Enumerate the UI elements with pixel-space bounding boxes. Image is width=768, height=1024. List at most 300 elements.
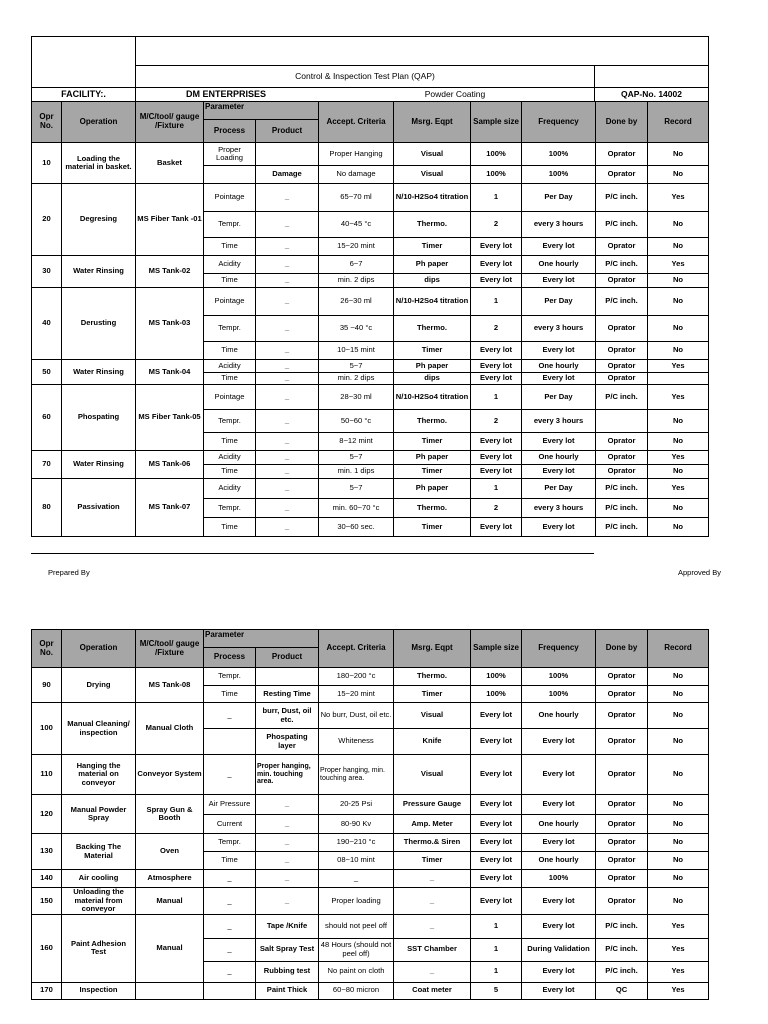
accept-criteria: 30~60 sec. <box>319 518 394 537</box>
msrg-eqpt: Visual <box>394 703 471 729</box>
sample-size: Every lot <box>471 703 522 729</box>
record: No <box>648 465 709 479</box>
done-by: Oprator <box>596 360 648 373</box>
process: _ <box>204 961 256 982</box>
opr-no: 40 <box>32 288 62 360</box>
done-by: P/C inch. <box>596 212 648 238</box>
table-row <box>32 385 709 410</box>
product: Damage <box>256 166 319 184</box>
done-by: P/C inch. <box>596 518 648 537</box>
record: No <box>648 433 709 451</box>
accept-criteria: min. 60~70 °c <box>319 499 394 518</box>
product: _ <box>256 238 319 256</box>
process: Time <box>204 238 256 256</box>
process: Tempr. <box>204 410 256 433</box>
done-by: Oprator <box>596 238 648 256</box>
done-by: Oprator <box>596 870 648 888</box>
sample-size: Every lot <box>471 795 522 815</box>
product: Tape /Knife <box>256 914 319 938</box>
col-done-by: Done by <box>596 102 648 143</box>
col-product: Product <box>256 120 319 143</box>
operation: Unloading the material from conveyor <box>62 888 136 915</box>
sample-size: 1 <box>471 288 522 316</box>
product: Proper hanging, min. touching area. <box>256 755 319 795</box>
accept-criteria: 80-90 Kv <box>319 815 394 834</box>
frequency: Every lot <box>522 518 596 537</box>
accept-criteria: 10~15 mint <box>319 342 394 360</box>
mc-tool: Spray Gun & Booth <box>136 795 204 834</box>
mc-tool: MS Tank-07 <box>136 479 204 537</box>
opr-no: 160 <box>32 914 62 982</box>
done-by <box>596 410 648 433</box>
msrg-eqpt: N/10-H2So4 titration <box>394 184 471 212</box>
sample-size: 2 <box>471 499 522 518</box>
product: _ <box>256 465 319 479</box>
sample-size: 2 <box>471 316 522 342</box>
sample-size: Every lot <box>471 342 522 360</box>
product: _ <box>256 499 319 518</box>
header-blank-right <box>595 66 709 88</box>
record: No <box>648 499 709 518</box>
table-row <box>32 795 709 815</box>
record: No <box>648 143 709 166</box>
col-operation: Operation <box>62 630 136 668</box>
accept-criteria: 6~7 <box>319 256 394 274</box>
product: _ <box>256 373 319 385</box>
opr-no: 120 <box>32 795 62 834</box>
record: No <box>648 274 709 288</box>
process: Time <box>204 342 256 360</box>
mc-tool: Atmosphere <box>136 870 204 888</box>
frequency: every 3 hours <box>522 499 596 518</box>
mc-tool: Manual Cloth <box>136 703 204 755</box>
frequency: One hourly <box>522 451 596 465</box>
done-by: P/C inch. <box>596 479 648 499</box>
accept-criteria: 15~20 mint <box>319 238 394 256</box>
done-by: P/C inch. <box>596 184 648 212</box>
done-by: P/C inch. <box>596 256 648 274</box>
process: Current <box>204 815 256 834</box>
msrg-eqpt: Ph paper <box>394 451 471 465</box>
msrg-eqpt: Timer <box>394 433 471 451</box>
table-row <box>32 703 709 729</box>
mc-tool: Manual <box>136 914 204 982</box>
product: _ <box>256 212 319 238</box>
opr-no: 50 <box>32 360 62 385</box>
sample-size: 1 <box>471 184 522 212</box>
product: burr, Dust, oil etc. <box>256 703 319 729</box>
done-by: Oprator <box>596 316 648 342</box>
record: No <box>648 288 709 316</box>
mc-tool: MS Fiber Tank -01 <box>136 184 204 256</box>
qap-header <box>31 36 709 102</box>
accept-criteria: 20-25 Psi <box>319 795 394 815</box>
table-row <box>32 143 709 166</box>
accept-criteria: Proper Hanging <box>319 143 394 166</box>
process: Tempr. <box>204 316 256 342</box>
record: Yes <box>648 385 709 410</box>
mc-tool <box>136 982 204 999</box>
process: _ <box>204 755 256 795</box>
operation: Loading the material in basket. <box>62 143 136 184</box>
product: _ <box>256 815 319 834</box>
record: No <box>648 238 709 256</box>
product: _ <box>256 316 319 342</box>
frequency: One hourly <box>522 703 596 729</box>
process: Acidity <box>204 360 256 373</box>
operation: Phospating <box>62 385 136 451</box>
table-row <box>32 288 709 316</box>
col-operation: Operation <box>62 102 136 143</box>
msrg-eqpt: Amp. Meter <box>394 815 471 834</box>
accept-criteria: 8~12 mint <box>319 433 394 451</box>
record: No <box>648 834 709 852</box>
product: _ <box>256 834 319 852</box>
accept-criteria: 5~7 <box>319 360 394 373</box>
done-by: Oprator <box>596 852 648 870</box>
msrg-eqpt: _ <box>394 888 471 915</box>
sample-size: 1 <box>471 961 522 982</box>
company-name: DM ENTERPRISES <box>185 89 266 100</box>
done-by: Oprator <box>596 166 648 184</box>
mc-tool: MS Tank-06 <box>136 451 204 479</box>
col-sample-size: Sample size <box>471 630 522 668</box>
table-row <box>32 184 709 212</box>
sample-size: Every lot <box>471 888 522 915</box>
operation: Air cooling <box>62 870 136 888</box>
process: Time <box>204 433 256 451</box>
opr-no: 60 <box>32 385 62 451</box>
process: Time <box>204 852 256 870</box>
record <box>648 373 709 385</box>
done-by: P/C inch. <box>596 914 648 938</box>
msrg-eqpt: Thermo. <box>394 668 471 686</box>
done-by: Oprator <box>596 274 648 288</box>
col-done-by: Done by <box>596 630 648 668</box>
mc-tool: MS Tank-02 <box>136 256 204 288</box>
done-by: Oprator <box>596 729 648 755</box>
frequency: Every lot <box>522 888 596 915</box>
accept-criteria: 15~20 mint <box>319 686 394 703</box>
operation: Water Rinsing <box>62 360 136 385</box>
sample-size: Every lot <box>471 852 522 870</box>
frequency: every 3 hours <box>522 410 596 433</box>
frequency: Every lot <box>522 342 596 360</box>
frequency: 100% <box>522 143 596 166</box>
col-mc-tool: M/C/tool/ gauge /Fixture <box>136 102 204 143</box>
sample-size: Every lot <box>471 360 522 373</box>
sample-size: 2 <box>471 212 522 238</box>
msrg-eqpt: Thermo. <box>394 499 471 518</box>
inspection-table-2 <box>31 629 709 1000</box>
frequency: Per Day <box>522 184 596 212</box>
accept-criteria: min. 2 dips <box>319 373 394 385</box>
page-title: Control & Inspection Test Plan (QAP) <box>136 66 595 88</box>
record: No <box>648 686 709 703</box>
done-by: Oprator <box>596 668 648 686</box>
record: Yes <box>648 256 709 274</box>
product: Resting Time <box>256 686 319 703</box>
process-name: Powder Coating <box>424 88 486 99</box>
done-by: Oprator <box>596 888 648 915</box>
msrg-eqpt: Thermo.& Siren <box>394 834 471 852</box>
sample-size: Every lot <box>471 834 522 852</box>
record: Yes <box>648 184 709 212</box>
operation: Drying <box>62 668 136 703</box>
record: Yes <box>648 451 709 465</box>
frequency: Every lot <box>522 755 596 795</box>
operation: Degresing <box>62 184 136 256</box>
product: _ <box>256 342 319 360</box>
product: Phospating layer <box>256 729 319 755</box>
sample-size: Every lot <box>471 256 522 274</box>
process: Air Pressure <box>204 795 256 815</box>
sample-size: 5 <box>471 982 522 999</box>
table-row <box>32 668 709 686</box>
opr-no: 90 <box>32 668 62 703</box>
msrg-eqpt: Thermo. <box>394 212 471 238</box>
accept-criteria: 60~80 micron <box>319 982 394 999</box>
sample-size: 1 <box>471 385 522 410</box>
frequency: Every lot <box>522 433 596 451</box>
frequency: Every lot <box>522 834 596 852</box>
accept-criteria: No paint on cloth <box>319 961 394 982</box>
product: _ <box>256 410 319 433</box>
sample-size: 1 <box>471 479 522 499</box>
table-row <box>32 888 709 915</box>
sample-size: 100% <box>471 686 522 703</box>
frequency: every 3 hours <box>522 316 596 342</box>
mc-tool: Oven <box>136 834 204 870</box>
col-mc-tool: M/C/tool/ gauge /Fixture <box>136 630 204 668</box>
process: Time <box>204 274 256 288</box>
done-by: Oprator <box>596 433 648 451</box>
msrg-eqpt: Coat meter <box>394 982 471 999</box>
operation: Backing The Material <box>62 834 136 870</box>
product: _ <box>256 795 319 815</box>
approved-by: Approved By <box>678 568 721 577</box>
col-parameter: Parameter <box>204 630 319 648</box>
col-frequency: Frequency <box>522 630 596 668</box>
done-by: Oprator <box>596 143 648 166</box>
record: No <box>648 316 709 342</box>
sample-size: Every lot <box>471 518 522 537</box>
msrg-eqpt: Ph paper <box>394 256 471 274</box>
sample-size: Every lot <box>471 815 522 834</box>
done-by: Oprator <box>596 465 648 479</box>
operation: Water Rinsing <box>62 256 136 288</box>
record: No <box>648 342 709 360</box>
accept-criteria: 26~30 ml <box>319 288 394 316</box>
mc-tool: Conveyor System <box>136 755 204 795</box>
product: Paint Thick <box>256 982 319 999</box>
product: _ <box>256 870 319 888</box>
record: No <box>648 166 709 184</box>
col-msrg-eqpt: Msrg. Eqpt <box>394 102 471 143</box>
process: Time <box>204 518 256 537</box>
process: Pointage <box>204 385 256 410</box>
msrg-eqpt: Timer <box>394 238 471 256</box>
msrg-eqpt: Timer <box>394 518 471 537</box>
record: No <box>648 518 709 537</box>
sample-size: 1 <box>471 914 522 938</box>
msrg-eqpt: N/10-H2So4 titration <box>394 385 471 410</box>
operation: Manual Cleaning/ inspection <box>62 703 136 755</box>
product: Salt Spray Test <box>256 938 319 961</box>
frequency: Every lot <box>522 373 596 385</box>
section-divider <box>31 553 594 554</box>
done-by: Oprator <box>596 373 648 385</box>
msrg-eqpt: Knife <box>394 729 471 755</box>
product: _ <box>256 184 319 212</box>
frequency: Every lot <box>522 465 596 479</box>
mc-tool: MS Tank-03 <box>136 288 204 360</box>
process <box>204 166 256 184</box>
sample-size: Every lot <box>471 755 522 795</box>
prepared-by: Prepared By <box>48 568 90 577</box>
record: No <box>648 870 709 888</box>
msrg-eqpt: Timer <box>394 465 471 479</box>
opr-no: 80 <box>32 479 62 537</box>
process: Time <box>204 373 256 385</box>
table-row <box>32 755 709 795</box>
product: _ <box>256 852 319 870</box>
col-parameter: Parameter <box>204 102 319 120</box>
msrg-eqpt: _ <box>394 961 471 982</box>
msrg-eqpt: _ <box>394 914 471 938</box>
frequency: Per Day <box>522 479 596 499</box>
msrg-eqpt: Thermo. <box>394 316 471 342</box>
msrg-eqpt: Ph paper <box>394 360 471 373</box>
done-by: Oprator <box>596 686 648 703</box>
process: Time <box>204 686 256 703</box>
frequency: 100% <box>522 686 596 703</box>
sample-size: 2 <box>471 410 522 433</box>
opr-no: 100 <box>32 703 62 755</box>
accept-criteria: 40~45 °c <box>319 212 394 238</box>
process <box>204 982 256 999</box>
msrg-eqpt: Timer <box>394 342 471 360</box>
col-product: Product <box>256 648 319 668</box>
accept-criteria: _ <box>319 870 394 888</box>
record: No <box>648 212 709 238</box>
sample-size: Every lot <box>471 373 522 385</box>
done-by: Oprator <box>596 342 648 360</box>
sample-size: 100% <box>471 143 522 166</box>
table-row <box>32 360 709 373</box>
done-by: P/C inch. <box>596 385 648 410</box>
frequency: One hourly <box>522 815 596 834</box>
col-msrg-eqpt: Msrg. Eqpt <box>394 630 471 668</box>
operation: Paint Adhesion Test <box>62 914 136 982</box>
product: Rubbing test <box>256 961 319 982</box>
sample-size: Every lot <box>471 238 522 256</box>
product: _ <box>256 385 319 410</box>
accept-criteria: 190~210 °c <box>319 834 394 852</box>
msrg-eqpt: Visual <box>394 755 471 795</box>
col-accept-criteria: Accept. Criteria <box>319 102 394 143</box>
col-process: Process <box>204 648 256 668</box>
record: No <box>648 888 709 915</box>
mc-tool: MS Tank-08 <box>136 668 204 703</box>
sample-size: Every lot <box>471 451 522 465</box>
accept-criteria: 50~60 °c <box>319 410 394 433</box>
opr-no: 130 <box>32 834 62 870</box>
frequency: Per Day <box>522 385 596 410</box>
msrg-eqpt: Visual <box>394 143 471 166</box>
frequency: 100% <box>522 870 596 888</box>
opr-no: 10 <box>32 143 62 184</box>
table-row <box>32 479 709 499</box>
operation: Inspection <box>62 982 136 999</box>
col-frequency: Frequency <box>522 102 596 143</box>
col-process: Process <box>204 120 256 143</box>
done-by: Oprator <box>596 795 648 815</box>
product: _ <box>256 518 319 537</box>
col-opr-no: Opr No. <box>32 102 62 143</box>
record: No <box>648 668 709 686</box>
frequency: Every lot <box>522 729 596 755</box>
col-record: Record <box>648 630 709 668</box>
accept-criteria: Proper loading <box>319 888 394 915</box>
product: _ <box>256 479 319 499</box>
frequency: One hourly <box>522 256 596 274</box>
product: _ <box>256 433 319 451</box>
product: _ <box>256 888 319 915</box>
header-top-blank <box>136 37 709 66</box>
header-blank-cell <box>32 37 136 88</box>
sample-size: Every lot <box>471 870 522 888</box>
accept-criteria: 48 Hours (should not peel off) <box>319 938 394 961</box>
sample-size: 100% <box>471 166 522 184</box>
done-by: Oprator <box>596 451 648 465</box>
operation: Manual Powder Spray <box>62 795 136 834</box>
product <box>256 143 319 166</box>
accept-criteria: 65~70 ml <box>319 184 394 212</box>
frequency: Every lot <box>522 274 596 288</box>
product: _ <box>256 288 319 316</box>
frequency: Per Day <box>522 288 596 316</box>
process: Proper Loading <box>204 143 256 166</box>
done-by: Oprator <box>596 755 648 795</box>
frequency: 100% <box>522 668 596 686</box>
opr-no: 70 <box>32 451 62 479</box>
msrg-eqpt: SST Chamber <box>394 938 471 961</box>
done-by: QC <box>596 982 648 999</box>
sample-size: Every lot <box>471 729 522 755</box>
frequency: Every lot <box>522 795 596 815</box>
product: _ <box>256 256 319 274</box>
opr-no: 170 <box>32 982 62 999</box>
frequency: Every lot <box>522 961 596 982</box>
mc-tool: MS Tank-04 <box>136 360 204 385</box>
opr-no: 150 <box>32 888 62 915</box>
accept-criteria: min. 2 dips <box>319 274 394 288</box>
accept-criteria: 5~7 <box>319 479 394 499</box>
product <box>256 668 319 686</box>
col-record: Record <box>648 102 709 143</box>
record: No <box>648 410 709 433</box>
done-by: P/C inch. <box>596 288 648 316</box>
process: Tempr. <box>204 834 256 852</box>
sample-size: Every lot <box>471 433 522 451</box>
operation: Hanging the material on conveyor <box>62 755 136 795</box>
sample-size: 100% <box>471 668 522 686</box>
process: _ <box>204 938 256 961</box>
msrg-eqpt: Visual <box>394 166 471 184</box>
accept-criteria: No damage <box>319 166 394 184</box>
done-by: Oprator <box>596 703 648 729</box>
